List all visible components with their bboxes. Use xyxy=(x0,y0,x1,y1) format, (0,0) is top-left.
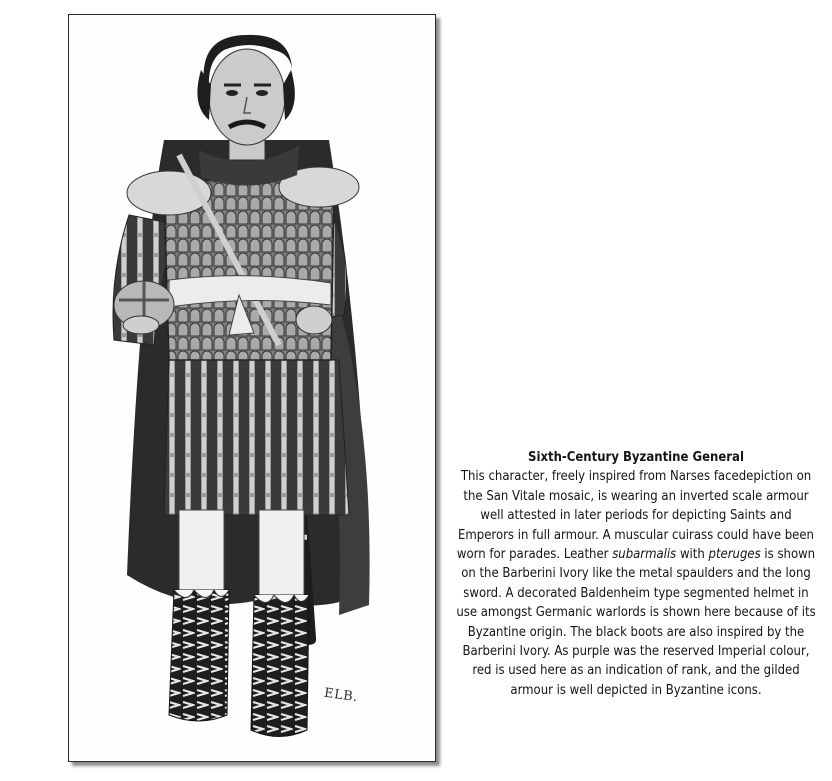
caption-text-part-1: This character, freely inspired from Narses facedepiction on the San Vitale mosaic, is wearing an inverted scale armour well attested in later periods for depicting Saints and Emperors in full armour. A muscular cuirass could have been worn for parades. Leather xyxy=(456,469,814,563)
caption-block xyxy=(452,448,820,700)
right-leg xyxy=(259,510,304,600)
left-boot xyxy=(169,590,229,721)
caption-text-part-3: is shown on the Barberini Ivory like the metal spaulders and the long sword. A decorated Baldenheim type segmented helmet in use amongst Germanic warlords is shown here because of its Byzantine origin. The black boots are also inspired by the Barberini Ivory. As purple was the reserved Imperial colour, red is used here as an indication of rank, and the gilded armour is well depicted in Byzantine icons. xyxy=(456,547,816,698)
term-subarmalis: subarmalis xyxy=(612,547,677,563)
left-leg xyxy=(179,510,224,600)
byzantine-general-illustration xyxy=(69,15,435,761)
artist-signature: ELB. xyxy=(323,685,359,706)
illustration-plate xyxy=(68,14,436,762)
right-boot xyxy=(251,595,309,737)
caption-text-part-2: with xyxy=(676,547,709,563)
caption-text xyxy=(452,467,820,700)
caption-title: Sixth-Century Byzantine General xyxy=(528,450,744,465)
pteruges-skirt xyxy=(164,360,349,515)
term-pteruges: pteruges xyxy=(708,547,761,563)
